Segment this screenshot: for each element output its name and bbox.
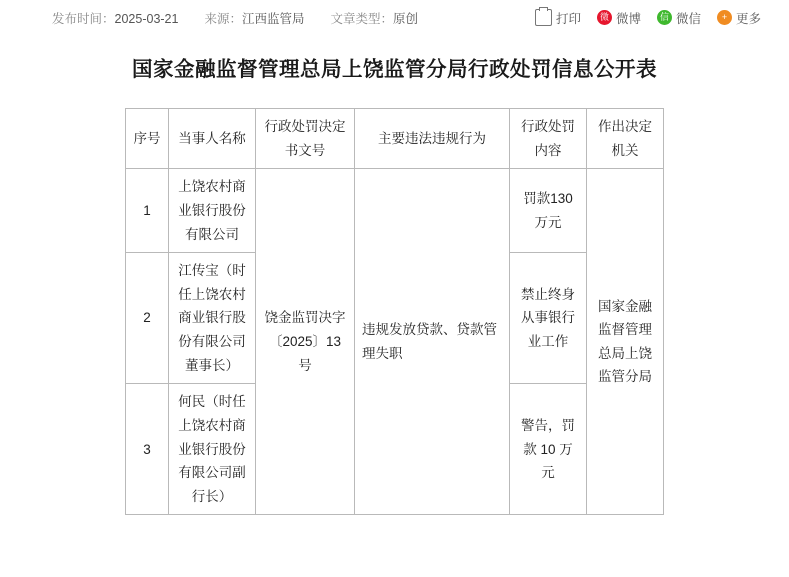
source-label: 来源： (204, 11, 242, 26)
header-party: 当事人名称 (169, 109, 256, 169)
article-type-value: 原创 (393, 11, 419, 26)
header-facts: 主要违法违规行为 (355, 109, 510, 169)
cell-authority: 国家金融监督管理总局上饶监管分局 (587, 169, 664, 515)
printer-icon (535, 9, 552, 26)
cell-index: 3 (126, 384, 169, 515)
penalty-table-wrap (0, 108, 789, 515)
publish-time (52, 9, 178, 27)
cell-penalty: 罚款130万元 (510, 169, 587, 253)
publish-time-value: 2025-03-21 (114, 11, 179, 26)
header-authority: 作出决定机关 (587, 109, 664, 169)
article-type (331, 9, 419, 27)
page-title: 国家金融监督管理总局上饶监管分局行政处罚信息公开表 (132, 58, 657, 81)
source (204, 9, 304, 27)
cell-facts: 违规发放贷款、贷款管理失职 (355, 169, 510, 515)
publish-time-label: 发布时间： (52, 11, 115, 26)
cell-doc-no: 饶金监罚决字〔2025〕13号 (256, 169, 355, 515)
penalty-table (125, 108, 664, 515)
weibo-icon: 微 (597, 10, 612, 25)
share-more-label: 更多 (735, 11, 761, 26)
article-type-label: 文章类型： (330, 11, 394, 26)
wechat-icon: 信 (657, 10, 672, 25)
cell-penalty: 警告，罚款 10 万元 (510, 384, 587, 515)
header-doc-no: 行政处罚决定书文号 (256, 109, 355, 169)
cell-party: 江传宝（时任上饶农村商业银行股份有限公司董事长） (169, 253, 256, 384)
more-icon: + (717, 10, 732, 25)
cell-penalty: 禁止终身从事银行业工作 (510, 253, 587, 384)
share-wechat-label: 微信 (675, 11, 701, 26)
cell-party: 何民（时任上饶农村商业银行股份有限公司副行长） (169, 384, 256, 515)
cell-party: 上饶农村商业银行股份有限公司 (169, 169, 256, 253)
header-penalty: 行政处罚内容 (510, 109, 587, 169)
table-row (126, 169, 664, 253)
share-weibo-button[interactable] (597, 9, 641, 27)
share-wechat-button[interactable] (657, 9, 701, 27)
share-group (535, 9, 775, 27)
cell-index: 1 (126, 169, 169, 253)
source-value: 江西监管局 (241, 11, 305, 26)
cell-index: 2 (126, 253, 169, 384)
print-button[interactable] (535, 9, 581, 27)
header-index: 序号 (126, 109, 169, 169)
article-meta-bar (0, 0, 789, 26)
table-header-row (126, 109, 664, 169)
print-label: 打印 (555, 11, 581, 26)
share-weibo-label: 微博 (615, 11, 641, 26)
share-more-button[interactable] (717, 9, 761, 27)
